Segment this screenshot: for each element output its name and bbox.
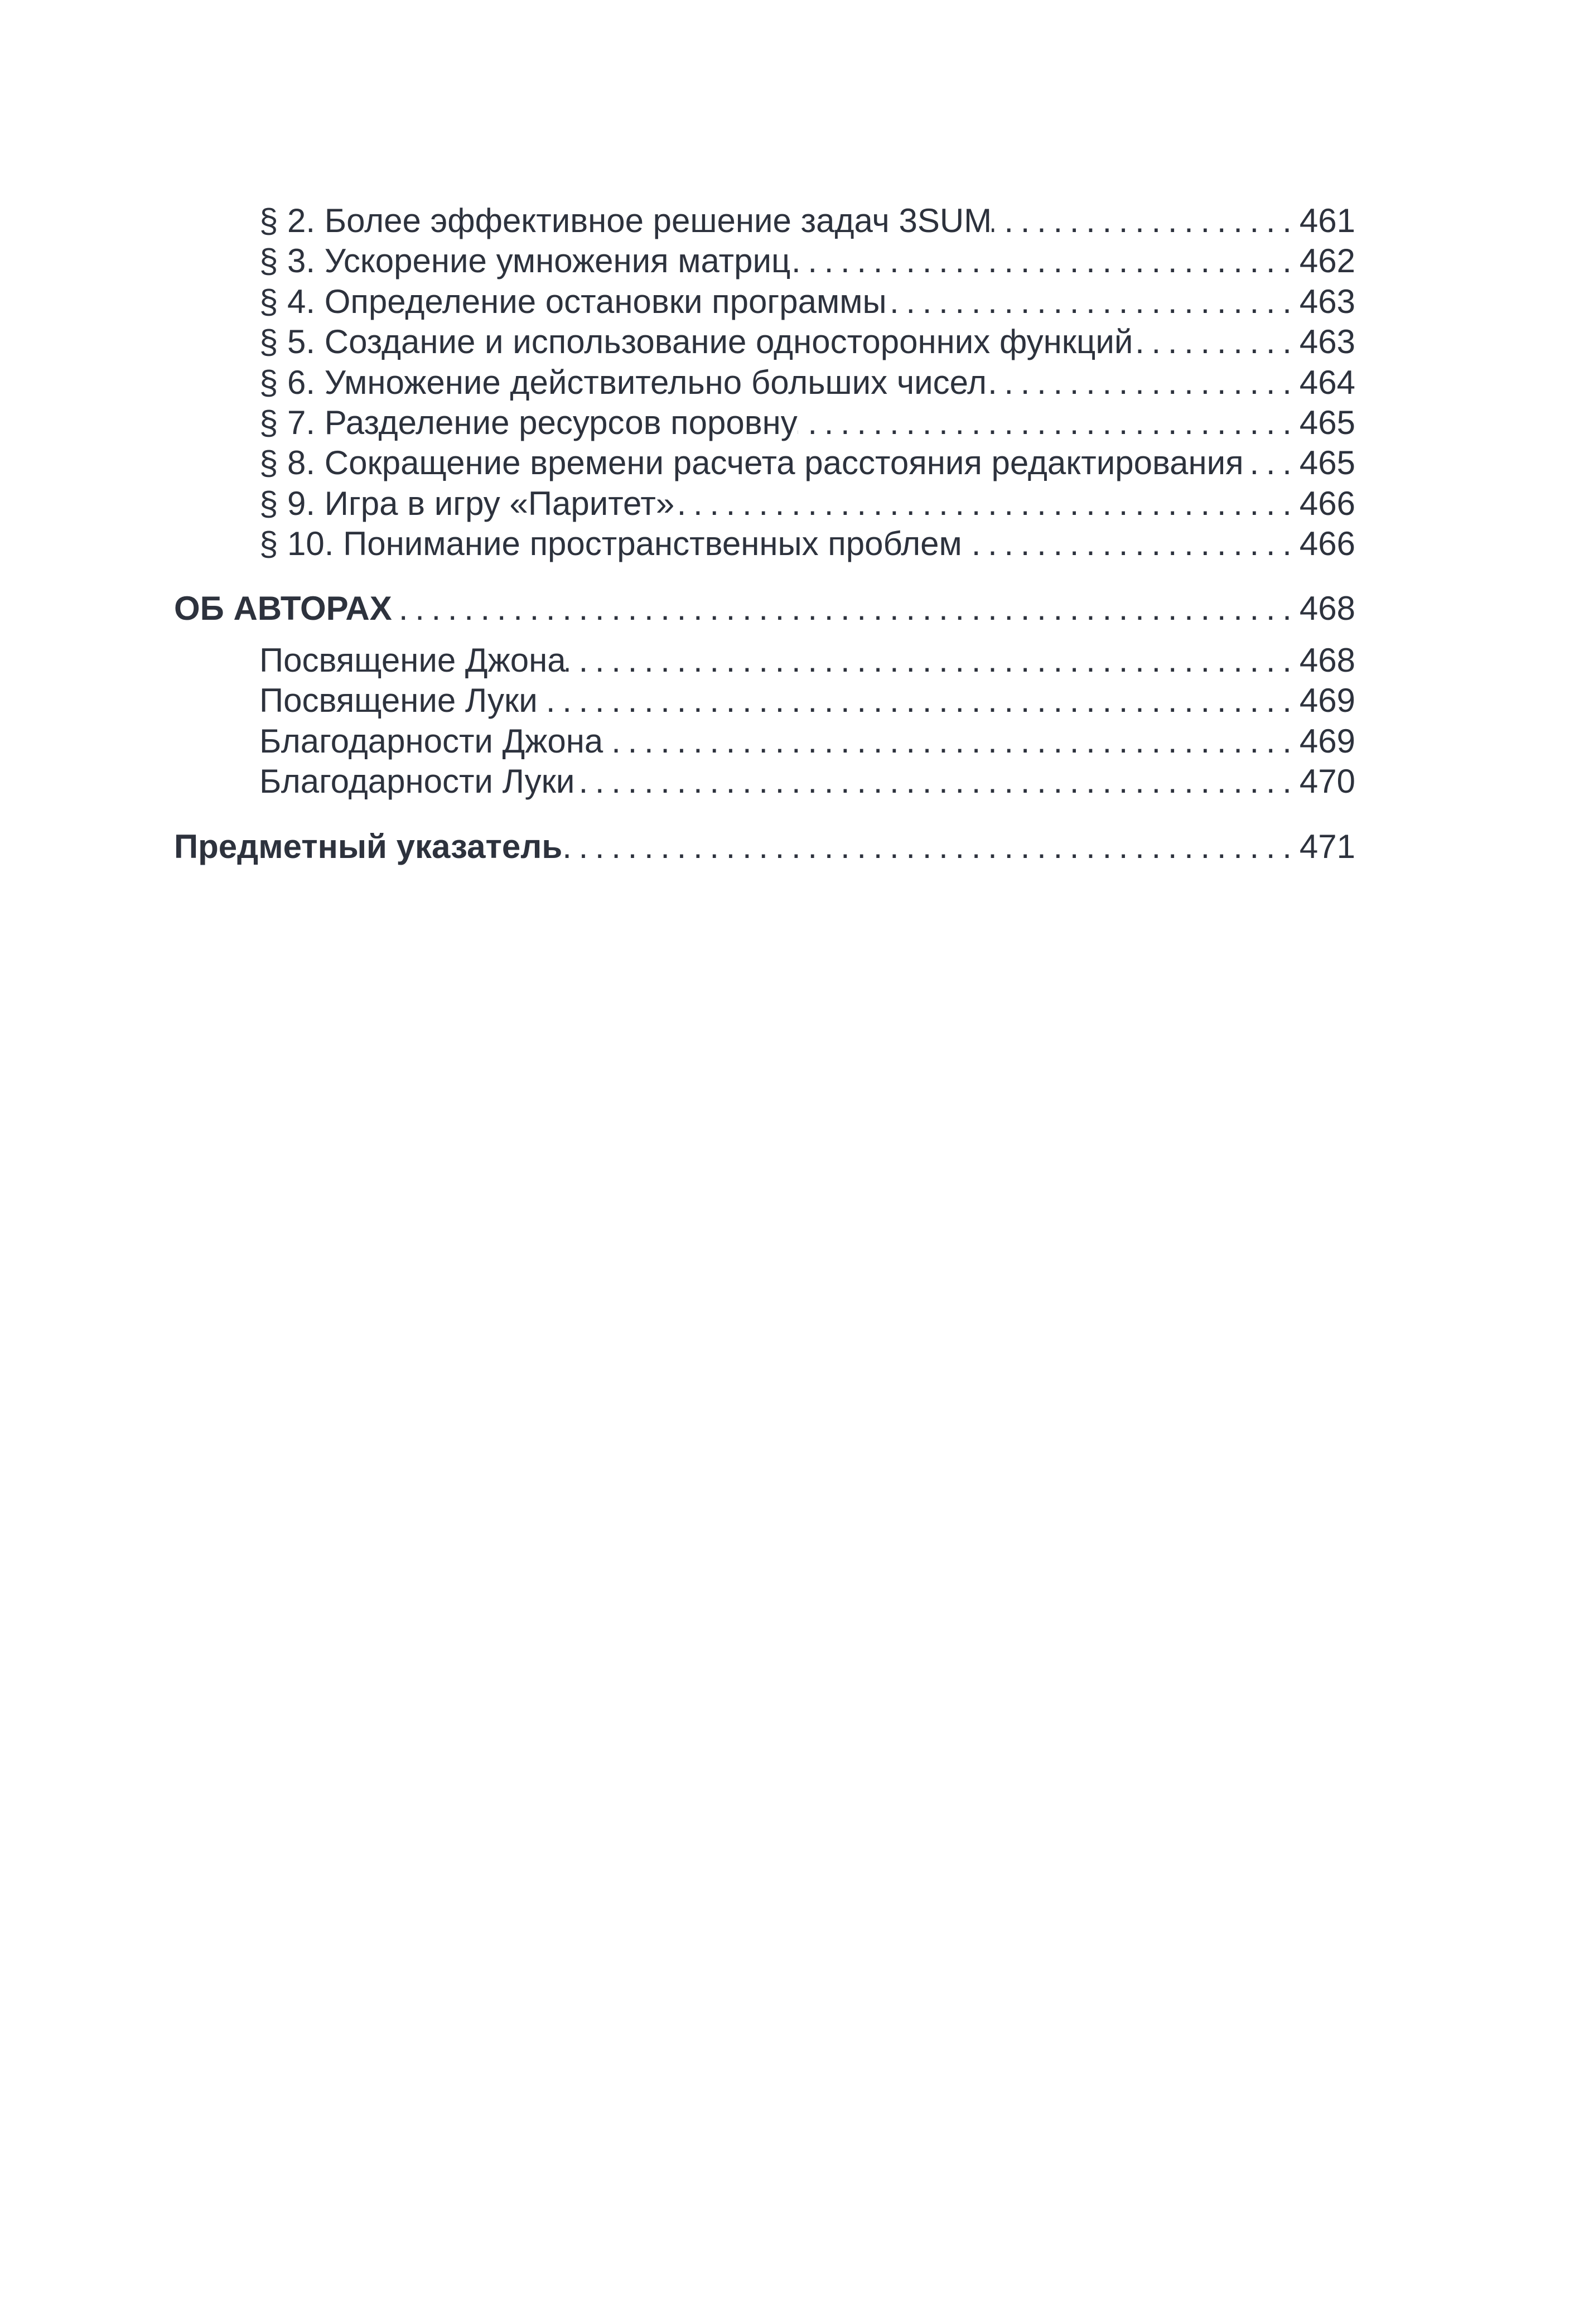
toc-entry <box>174 443 1355 483</box>
toc-entry-page-number: 461 <box>1299 202 1355 239</box>
toc-entry-page-number: 465 <box>1299 444 1355 482</box>
toc-entry-label: § 5. Создание и использование односторонних функций <box>259 323 1133 361</box>
dot-leader <box>1133 322 1290 362</box>
toc-entry-page-number: 463 <box>1299 282 1355 320</box>
toc-entry <box>174 761 1355 802</box>
toc-entry-label: Предметный указатель <box>174 828 563 866</box>
toc-entry <box>174 403 1355 443</box>
dot-leader <box>1244 443 1291 483</box>
dot-leader <box>574 761 1290 802</box>
toc-entry <box>174 721 1355 761</box>
table-of-contents <box>174 201 1355 867</box>
toc-entry-page-number: 465 <box>1299 403 1355 441</box>
dot-leader <box>392 589 1291 629</box>
dot-leader <box>562 827 1291 867</box>
dot-leader <box>603 721 1291 761</box>
toc-entry-page-number: 466 <box>1299 484 1355 522</box>
toc-entry-page-number: 462 <box>1299 242 1355 280</box>
toc-entry <box>174 241 1355 281</box>
toc-entry-label: § 4. Определение остановки программы <box>259 282 887 320</box>
toc-entry <box>174 322 1355 362</box>
dot-leader <box>798 403 1291 443</box>
toc-entry-label: § 2. Более эффективное решение задач 3SUM <box>259 202 992 239</box>
dot-leader <box>992 201 1291 241</box>
dot-leader <box>538 681 1291 721</box>
toc-entry <box>174 363 1355 403</box>
toc-entry-page-number: 468 <box>1299 641 1355 679</box>
dot-leader <box>887 282 1291 322</box>
toc-entry-page-number: 469 <box>1299 682 1355 720</box>
toc-entry-page-number: 471 <box>1299 828 1355 866</box>
dot-leader <box>987 363 1291 403</box>
toc-entry <box>174 201 1355 241</box>
toc-entry-label: Благодарности Луки <box>259 763 575 801</box>
toc-entry-page-number: 469 <box>1299 722 1355 760</box>
toc-entry-page-number: 463 <box>1299 323 1355 361</box>
toc-entry <box>174 640 1355 681</box>
toc-entry-page-number: 468 <box>1299 589 1355 627</box>
toc-entry <box>174 524 1355 564</box>
dot-leader <box>962 524 1291 564</box>
toc-entry-label: § 8. Сокращение времени расчета расстояния редактирования <box>259 444 1244 482</box>
toc-entry-page-number: 466 <box>1299 525 1355 563</box>
toc-entry-label: § 9. Игра в игру «Паритет» <box>259 484 675 522</box>
toc-entry <box>174 282 1355 322</box>
toc-entry-label: Посвящение Луки <box>259 682 538 720</box>
toc-entry-page-number: 470 <box>1299 763 1355 801</box>
dot-leader <box>790 241 1291 281</box>
toc-entry <box>174 484 1355 524</box>
toc-entry-label: § 7. Разделение ресурсов поровну <box>259 403 798 441</box>
toc-entry-label: § 10. Понимание пространственных проблем <box>259 525 962 563</box>
toc-entry-label: Благодарности Джона <box>259 722 603 760</box>
dot-leader <box>566 640 1291 681</box>
dot-leader <box>674 484 1291 524</box>
toc-entry-label: § 3. Ускорение умножения матриц <box>259 242 791 280</box>
toc-entry-label: ОБ АВТОРАХ <box>174 589 392 627</box>
toc-entry <box>174 681 1355 721</box>
toc-entry-label: Посвящение Джона <box>259 641 566 679</box>
toc-section-subject-index <box>174 827 1355 867</box>
toc-section-about-authors <box>174 589 1355 629</box>
toc-entry-label: § 6. Умножение действительно больших чисел <box>259 363 987 401</box>
toc-entry-page-number: 464 <box>1299 363 1355 401</box>
